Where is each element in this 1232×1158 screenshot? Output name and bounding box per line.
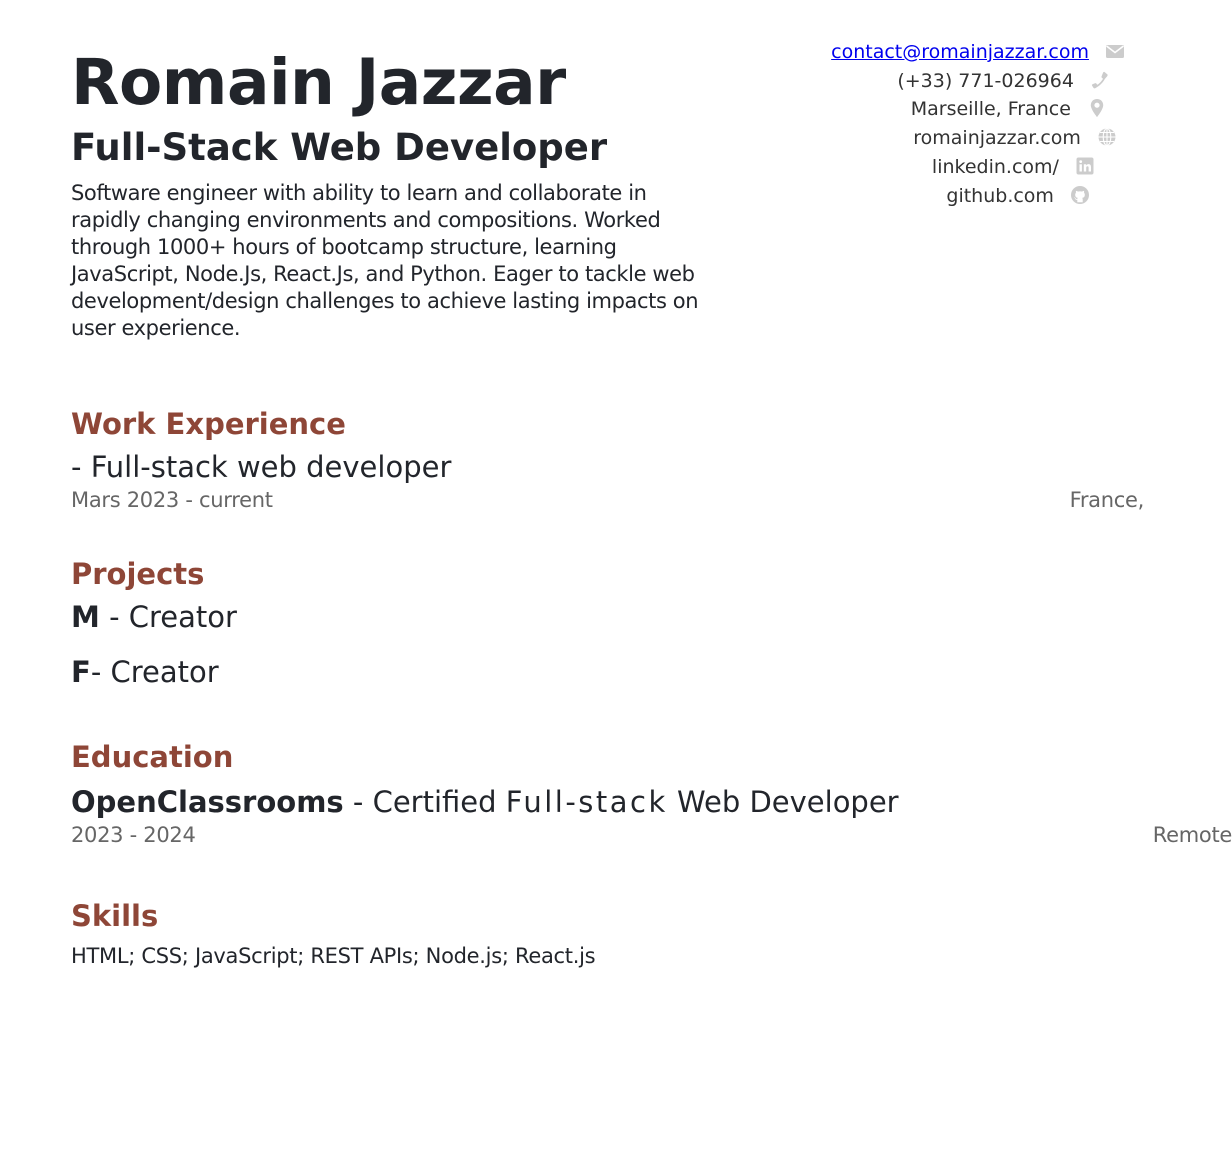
work-experience-heading: Work Experience bbox=[71, 407, 346, 441]
education-section bbox=[71, 739, 1232, 849]
projects-section bbox=[71, 556, 1152, 691]
education-dates: 2023 - 2024 bbox=[71, 823, 196, 847]
project-item bbox=[71, 598, 1152, 636]
phone-text: (+33) 771-026964 bbox=[897, 69, 1074, 92]
work-entry bbox=[71, 448, 1152, 486]
work-experience-section bbox=[71, 406, 1152, 514]
location-text: Marseille, France bbox=[910, 98, 1071, 121]
work-role-prefix: - bbox=[71, 450, 91, 484]
degree-suffix: Web Developer bbox=[667, 785, 899, 819]
skills-section bbox=[71, 898, 1152, 970]
education-heading: Education bbox=[71, 740, 234, 774]
contact-info bbox=[831, 38, 1124, 210]
github-icon bbox=[1070, 185, 1090, 205]
projects-heading: Projects bbox=[71, 557, 205, 591]
contact-linkedin bbox=[831, 153, 1095, 182]
globe-icon bbox=[1097, 127, 1117, 147]
education-entry bbox=[71, 783, 1152, 821]
work-location: France, bbox=[1069, 488, 1144, 512]
person-name: Romain Jazzar bbox=[71, 46, 566, 119]
degree-prefix: - Certified bbox=[343, 785, 506, 819]
education-meta bbox=[71, 821, 1232, 849]
school-name: OpenClassrooms bbox=[71, 785, 344, 819]
project-role: - Creator bbox=[99, 600, 237, 634]
email-link[interactable]: contact@romainjazzar.com bbox=[831, 41, 1089, 63]
work-dates: Mars 2023 - current bbox=[71, 488, 273, 512]
work-role: Full-stack web developer bbox=[90, 450, 452, 484]
work-meta bbox=[71, 486, 1152, 514]
website-text[interactable]: romainjazzar.com bbox=[913, 127, 1081, 150]
skills-heading: Skills bbox=[71, 899, 159, 933]
education-location: Remote bbox=[1152, 823, 1232, 847]
contact-website bbox=[831, 124, 1117, 153]
job-title: Full-Stack Web Developer bbox=[71, 126, 608, 169]
project-name: M bbox=[71, 600, 100, 634]
project-role: - Creator bbox=[90, 655, 219, 689]
resume-header bbox=[71, 42, 721, 342]
contact-location bbox=[831, 95, 1107, 124]
github-text[interactable]: github.com bbox=[946, 184, 1054, 207]
contact-github bbox=[831, 182, 1090, 211]
contact-email bbox=[831, 38, 1125, 67]
summary-text: Software engineer with ability to learn and collaborate in rapidly changing environments and compositions. Worked through 1000+ hours of bootcamp structure, learning JavaScript, Node.Js, React.Js, and Python. Eager to tackle web development/design challenges to achieve lasting impacts on user experience. bbox=[71, 181, 699, 340]
phone-icon bbox=[1090, 70, 1110, 90]
contact-phone bbox=[831, 67, 1110, 96]
linkedin-text[interactable]: linkedin.com/ bbox=[931, 155, 1059, 178]
map-marker-icon bbox=[1087, 98, 1107, 118]
project-name: F bbox=[71, 655, 91, 689]
project-item bbox=[71, 653, 1152, 691]
linkedin-icon bbox=[1075, 156, 1095, 176]
envelope-icon bbox=[1105, 41, 1125, 61]
skills-list: HTML; CSS; JavaScript; REST APIs; Node.js; React.js bbox=[71, 944, 596, 968]
degree-spaced: Full-stack bbox=[505, 785, 668, 819]
